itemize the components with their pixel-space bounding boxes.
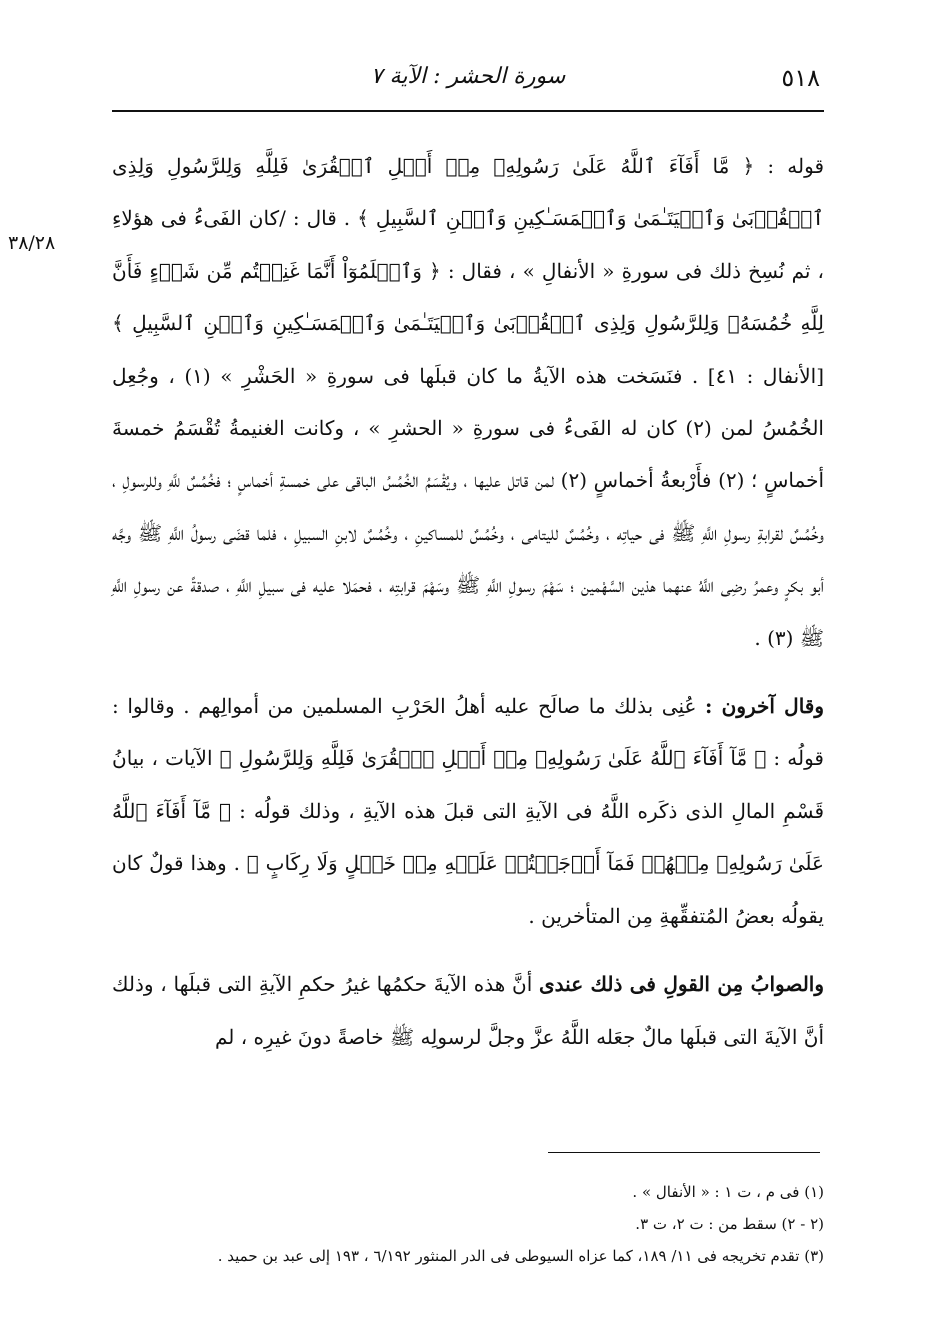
paragraph-3	[112, 958, 824, 1063]
footnote-3: (٣) تقدم تخريجه فى ١١/ ١٨٩، كما عزاه السيوطى فى الدر المنثور ٦/١٩٢ ، ١٩٣ إلى عبد بن حميد .	[217, 1247, 824, 1265]
header-rule	[112, 110, 824, 112]
footnote-rule	[548, 1152, 820, 1153]
paragraph-2-lead: وقال آخرون :	[705, 694, 825, 719]
main-text	[112, 140, 824, 1063]
paragraph-1-text: قوله : ﴿ مَّا أَفَآءَ ٱللَّهُ عَلَىٰ رَسُولِهِۦ مِنۡ أَهۡلِ ٱلۡقُرَىٰ فَلِلَّهِ وَلِلرَّسُولِ وَلِذِى ٱلۡقُرۡبَىٰ وَٱلۡيَتَـٰمَىٰ وَٱلۡمَسَـٰكِينِ وَٱبۡنِ ٱلسَّبِيلِ ﴾ . قال : /كان الفَىءُ فى هؤلاءِ ، ثم نُسِخ ذلك فى سورةِ « الأنفالِ » ، فقال : ﴿ وَٱعۡلَمُوٓاْ أَنَّمَا غَنِمۡتُم مِّن شَىۡءٍ فَأَنَّ لِلَّهِ خُمُسَهُۥ وَلِلرَّسُولِ وَلِذِى ٱلۡقُرۡبَىٰ وَٱلۡيَتَـٰمَىٰ وَٱلۡمَسَـٰكِينِ وَٱبۡنِ ٱلسَّبِيلِ ﴾ [الأنفال : ٤١] . فنَسَخت هذه الآيةُ ما كان قبلَها فى سورةِ « الحَشْرِ » (١) ، وجُعِل الخُمُسُ لمن (٢) كان له الفَىءُ فى سورةِ « الحشرِ » ، وكانت الغنيمةُ تُقْسَمُ خمسةَ أخماسٍ ؛ (٢) فأَرْبعةُ أخماسٍ (٢) لمن قاتل عليها ، ويُقْسَمُ الخُمُسُ الباقى على خمسةِ أخماسٍ ؛ فخُمُسٌ للَّهِ وللرسولِ ، وخُمُسٌ لقرابةِ رسولِ اللَّهِ ﷺ فى حياتِه ، وخُمُسٌ لليتامى ، وخُمُسٌ للمساكينِ ، وخُمُسٌ لابنِ السبيلِ ، فلما قضَى رسولُ اللَّهِ ﷺ وجَّه أبو بكرٍ وعمرُ رضِى اللَّهُ عنهما هذين السَّهْمين ؛ سَهْمَ رسولِ اللَّهِ ﷺ وسَهْمَ قرابتِه ، فحمَلا عليه فى سبيلِ اللَّهِ ، صدقةً عن رسولِ اللَّهِ ﷺ (٣) .	[112, 154, 824, 650]
paragraph-3-lead: والصوابُ مِن القولِ فى ذلك عندى	[539, 972, 825, 997]
page-number: ٥١٨	[781, 64, 820, 92]
paragraph-2	[112, 680, 824, 942]
running-header	[112, 58, 824, 98]
footnotes	[100, 1176, 824, 1272]
paragraph-3-text: أنَّ هذه الآيةَ حكمُها غيرُ حكمِ الآيةِ التى قبلَها ، وذلك أنَّ الآيةَ التى قبلَها مالٌ جعَله اللَّهُ عزَّ وجلَّ لرسولِه ﷺ خاصةً دونَ غيرِه ، لم	[112, 972, 824, 1049]
header-title: سورة الحشر : الآية ٧	[370, 64, 566, 89]
paragraph-1	[112, 140, 824, 664]
margin-reference: ٣٨/٢٨	[8, 232, 56, 254]
footnote-2: (٢ - ٢) سقط من : ت ٢، ت ٣.	[635, 1215, 824, 1233]
paragraph-2-text: عُنِى بذلك ما صالَح عليه أهلُ الحَرْبِ المسلمين من أموالِهم . وقالوا : قولُه : ﴿ مَّآ أَفَآءَ ٱللَّهُ عَلَىٰ رَسُولِهِۦ مِنۡ أَهۡلِ ٱلۡقُرَىٰ فَلِلَّهِ وَلِلرَّسُولِ ﴾ الآيات ، بيانُ قَسْمِ المالِ الذى ذكَره اللَّهُ فى الآيةِ التى قبلَ هذه الآيةِ ، وذلك قولُه : ﴿ مَّآ أَفَآءَ ٱللَّهُ عَلَىٰ رَسُولِهِۦ مِنۡهُمۡ فَمَآ أَوۡجَفۡتُمۡ عَلَيۡهِ مِنۡ خَيۡلٍ وَلَا رِكَابٍ ﴾ . وهذا قولٌ كان يقولُه بعضُ المُتفقِّهةِ مِن المتأخرين .	[112, 694, 824, 928]
footnote-1: (١) فى م ، ت ١ : « الأنفال » .	[632, 1183, 824, 1201]
